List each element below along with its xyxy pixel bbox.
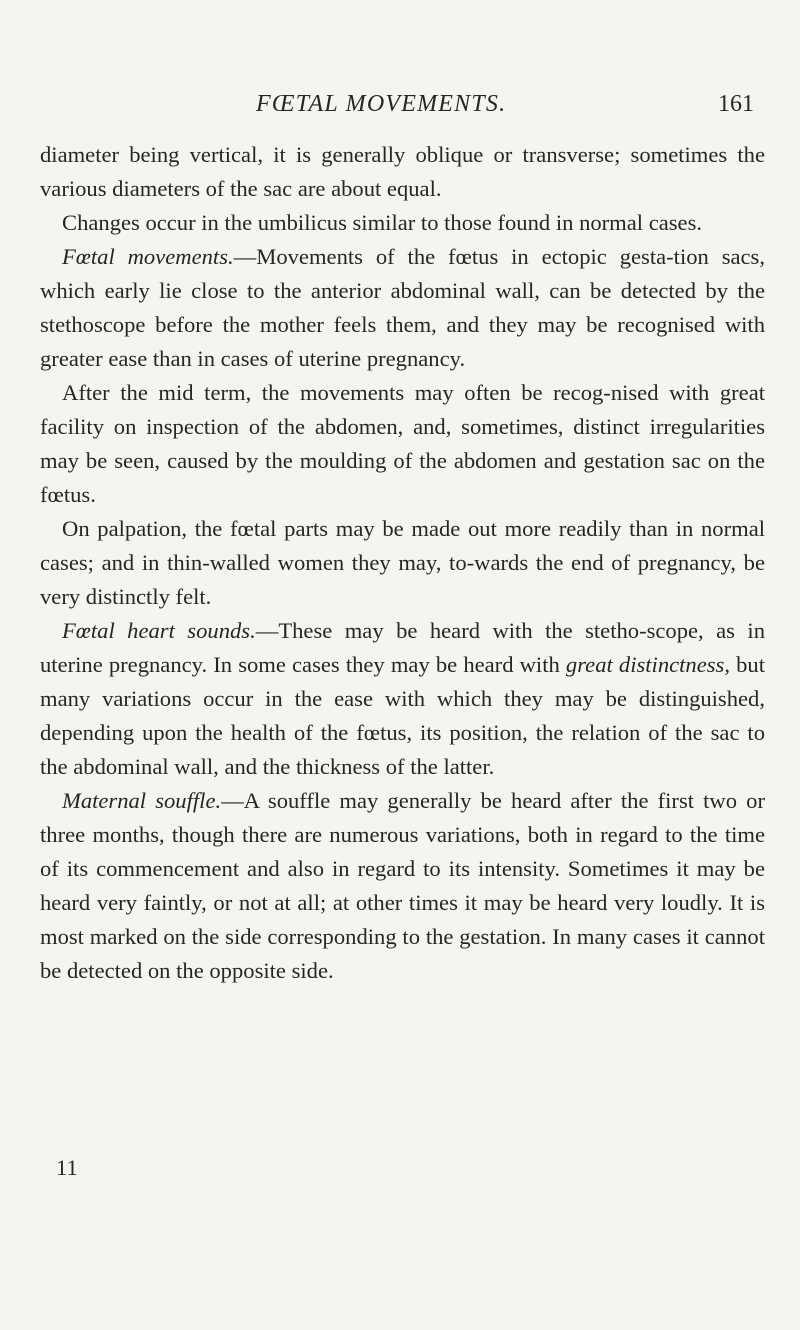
page-number: 161 (718, 91, 754, 117)
section-heading: Fœtal heart sounds. (62, 618, 256, 643)
paragraph-text: —Movements of the fœtus in ectopic gesta-tion sacs, which early lie close to the anterior abdominal wall, can be detected by the stethoscope before the mother feels them, and they may be recognised with greater ease than in cases of uterine pregnancy. (40, 244, 766, 371)
paragraph-umbilicus (40, 206, 765, 240)
paragraph-text: diameter being vertical, it is generally oblique or transverse; sometimes the various diameters of the sac are about equal. (40, 142, 765, 201)
paragraph-foetal-movements (40, 240, 765, 376)
paragraph-text: On palpation, the fœtal parts may be made out more readily than in normal cases; and in thin-walled women they may, to-wards the end of pregnancy, be very distinctly felt. (40, 516, 765, 609)
paragraph-text: —A souffle may generally be heard after the first two or three months, though there are numerous variations, both in regard to the time of its commencement and also in regard to its intensity. Sometimes it may be heard very faintly, or not at all; at other times it may be heard very loudly. It is most marked on the side corresponding to the gestation. In many cases it cannot be detected on the opposite side. (40, 788, 765, 983)
paragraph-text: —These may be heard with the stetho-scope, as in uterine pregnancy. In some cases they may be heard with (40, 618, 765, 677)
paragraph-maternal-souffle (40, 784, 765, 988)
signature-mark: 11 (56, 1155, 78, 1180)
paragraph-heart-sounds (40, 614, 765, 784)
paragraph-text: After the mid term, the movements may often be recog-nised with great facility on inspection of the abdomen, and, sometimes, distinct irregularities may be seen, caused by the moulding of the abdomen and gestation sac on the fœtus. (40, 380, 765, 507)
running-head (40, 91, 760, 131)
paragraph-sac-diameter (40, 138, 765, 206)
running-title: FŒTAL MOVEMENTS. (256, 91, 507, 117)
paragraph-text: but many variations occur in the ease with which they may be distinguished, depending upon the health of the fœtus, its position, the relation of the sac to the abdominal wall, and the thickness of the latter. (40, 652, 765, 779)
section-heading: Fœtal movements. (62, 244, 234, 269)
emphasis-text: great distinctness, (565, 652, 730, 677)
paragraph-mid-term (40, 376, 765, 512)
paragraph-text: Changes occur in the umbilicus similar to those found in normal cases. (62, 210, 703, 235)
body-text (40, 138, 765, 988)
paragraph-palpation (40, 512, 765, 614)
section-heading: Maternal souffle. (62, 788, 222, 813)
